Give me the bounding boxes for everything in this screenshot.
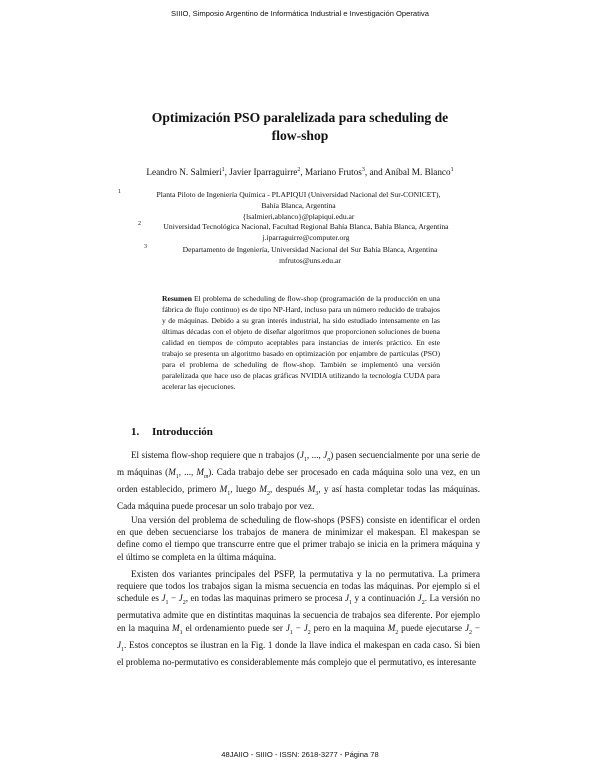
text-run: El sistema flow-shop requiere que n trabajos ( (131, 450, 300, 460)
affiliation-line: Planta Piloto de Ingeniería Química - PLAPIQUI (Universidad Nacional del Sur-CONICET), (156, 190, 441, 199)
affiliation-marker: 1 (450, 166, 454, 173)
section-number: 1. (131, 426, 140, 438)
paper-title (100, 109, 500, 145)
affiliation-marker: 2 (297, 166, 301, 173)
text-run: pasen secuencialmente por una serie de m máquinas ( (117, 450, 480, 478)
affiliation-email: {lsalmieri,ablanco}@plapiqui.edu.ar (242, 212, 355, 221)
author-name: Leandro N. Salmieri (146, 167, 222, 177)
abstract (162, 293, 440, 392)
text-run: puede ejecutarse (398, 622, 465, 633)
affiliation-1 (118, 189, 471, 222)
affiliation-number: 3 (144, 244, 147, 250)
paragraph-2: Una versión del problema de scheduling de flow-shops (PSFS) consiste en identificar el orden en que deben secuenciarse los trabajos de manera de minimizar el makespan. El makespan se define como el tiempo que transcurre entre que el primer trabajo se inicia en la primera máquina y el último se completa en la última máquina. (117, 515, 480, 562)
title-line-2: flow-shop (271, 128, 329, 143)
affiliation-2 (138, 221, 466, 243)
author-name: , and Aníbal M. Blanco (364, 167, 451, 177)
affiliation-line: Bahía Blanca, Argentina (261, 201, 336, 210)
author-name: , Mariano Frutos (300, 167, 362, 177)
affiliation-marker: 1 (221, 166, 225, 173)
text-run: Existen dos variantes principales del PSFP, la permutativa y la no permutativa. La primera requiere que todos los trabajos sigan la misma secuencia en todas las máquinas. Por ejemplo si el schedule es (117, 569, 480, 604)
text-run: , después (269, 484, 308, 495)
text-run: pero en la maquina (310, 622, 388, 633)
affiliation-3 (144, 244, 468, 266)
author-name: , Javier Iparraguirre (224, 167, 298, 177)
affiliation-marker: 3 (361, 166, 365, 173)
text-run: , en todas las maquinas primero se procesa (185, 593, 345, 604)
title-line-1: Optimización PSO paralelizada para scheduling de (151, 110, 449, 125)
affiliation-line: Departamento de Ingeniería, Universidad Nacional del Sur Bahía Blanca, Argentina (182, 245, 438, 254)
text-run: . La versión no permutativa admite que en distintitas maquinas la secuencia de trabajos sea diferente. Por ejemplo en la maquina (117, 593, 480, 633)
affiliation-number: 1 (118, 189, 121, 195)
text-run: y a continuación (352, 593, 418, 604)
abstract-label: Resumen (162, 294, 192, 303)
paragraph-1: El sistema flow-shop requiere que n trabajos ($J_1$, ..., $J_n$) pasen secuencialmente por una serie de m máquinas ($M_1$, ..., $M_m$). Cada trabajo debe ser procesado en cada máquina solo una vez, en un orden establecido, primero $M_1$, luego $M_2$, después $M_3$, y así hasta completar todas las máquinas. Cada máquina puede procesar un solo trabajo por vez. (117, 450, 480, 512)
text-run: . Estos conceptos se ilustran en la Fig. 1 donde la llave indica el makespan en cada caso. Si bien el problema no-permutativo es considerablemente más complejo que el permutativo, es interesante (117, 639, 480, 667)
affiliation-number: 2 (138, 221, 141, 227)
section-title: Introducción (152, 426, 213, 438)
affiliation-line: Universidad Tecnológica Nacional, Facultad Regional Bahía Blanca, Bahía Blanca, Argentina (163, 222, 449, 231)
paragraph-3: Existen dos variantes principales del PSFP, la permutativa y la no permutativa. La primera requiere que todos los trabajos sigan la misma secuencia en todas las máquinas. Por ejemplo si el schedule es $J_1 - J_2$, en todas las maquinas primero se procesa $J_1$ y a continuación $J_2$. La versión no permutativa admite que en distintitas maquinas la secuencia de trabajos sea diferente. Por ejemplo en la maquina $M_1$ el ordenamiento puede ser $J_1 - J_2$ pero en la maquina $M_2$ puede ejecutarse $J_2 - J_1$. Estos conceptos se ilustran en la Fig. 1 donde la llave indica el makespan en cada caso. Si bien el problema no-permutativo es considerablemente más complejo que el permutativo, es interesante (117, 569, 480, 667)
abstract-text: El problema de scheduling de flow-shop (programación de la producción en una fábrica de flujo continuo) es de tipo NP-Hard, incluso para un número reducido de trabajos y de máquinas. Debido a su gran interés industrial, ha sido estudiado intensamente en las últimas décadas con el objeto de diseñar algoritmos que proporcionen soluciones de buena calidad en tiempos de cómputo aceptables para instancias de interés práctico. En este trabajo se presenta un algoritmo basado en optimización por enjambre de partículas (PSO) para el problema de scheduling de flow-shop. También se implementó una versión paralelizada que hace uso de placas gráficas NVIDIA utilizando la tecnología CUDA para acelerar las ejecuciones. (162, 294, 440, 391)
text-run: , y así hasta completar todas las máquinas. Cada máquina puede procesar un solo trabajo por vez. (117, 484, 480, 512)
affiliation-email: mfrutos@uns.edu.ar (279, 256, 341, 265)
author-list (0, 167, 600, 177)
text-run: el ordenamiento puede ser (182, 622, 286, 633)
page-footer: 48JAIIO - SIIIO - ISSN: 2618-3277 - Página 78 (221, 750, 379, 759)
text-run: , luego (230, 484, 260, 495)
section-heading (131, 426, 213, 438)
affiliation-email: j.iparraguirre@computer.org (262, 233, 350, 242)
running-header: SIIIO, Simposio Argentino de Informática Industrial e Investigación Operativa (171, 9, 429, 18)
text-run: Cada trabajo debe ser procesado en cada máquina solo una vez, en un orden establecido, primero (117, 467, 480, 495)
